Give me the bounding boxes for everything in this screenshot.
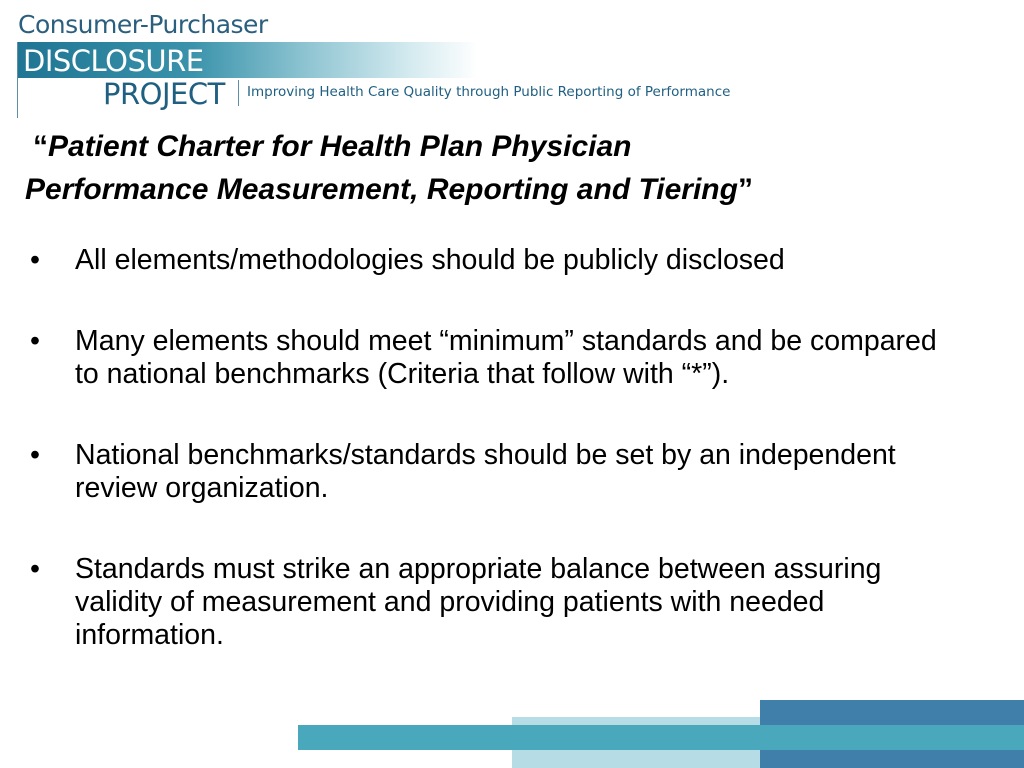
logo-disclosure: DISCLOSURE bbox=[23, 44, 204, 78]
title-line-1-text: Patient Charter for Health Plan Physician bbox=[48, 130, 632, 163]
slide-title-line-1 bbox=[25, 125, 955, 168]
title-line-2-text: Performance Measurement, Reporting and Tiering bbox=[25, 173, 738, 206]
title-open-quote: “ bbox=[33, 130, 48, 163]
bullet-dot: • bbox=[30, 325, 40, 357]
bullet-item bbox=[30, 244, 950, 277]
bullet-list bbox=[30, 244, 950, 652]
slide-title bbox=[25, 125, 955, 211]
bullet-item bbox=[30, 439, 950, 505]
bullet-dot: • bbox=[30, 244, 40, 276]
logo-tagline: Improving Health Care Quality through Public Reporting of Performance bbox=[247, 84, 731, 100]
logo-project: PROJECT bbox=[103, 77, 225, 111]
bullet-text: National benchmarks/standards should be set by an independent review organization. bbox=[75, 439, 896, 504]
bullet-text: All elements/methodologies should be publicly disclosed bbox=[75, 244, 785, 276]
logo-consumer-purchaser: Consumer-Purchaser bbox=[18, 10, 268, 39]
bullet-text: Standards must strike an appropriate balance between assuring validity of measurement and providing patients with needed information. bbox=[75, 553, 882, 651]
bullet-item bbox=[30, 553, 950, 652]
title-close-quote: ” bbox=[737, 173, 753, 206]
logo-separator bbox=[238, 80, 239, 106]
bullet-dot: • bbox=[30, 553, 40, 585]
footer-bar-teal bbox=[298, 725, 1024, 750]
bullet-dot: • bbox=[30, 439, 40, 471]
bullet-text: Many elements should meet “minimum” standards and be compared to national benchmarks (Criteria that follow with “*”). bbox=[75, 325, 937, 390]
slide-title-line-2 bbox=[25, 168, 955, 211]
bullet-item bbox=[30, 325, 950, 391]
